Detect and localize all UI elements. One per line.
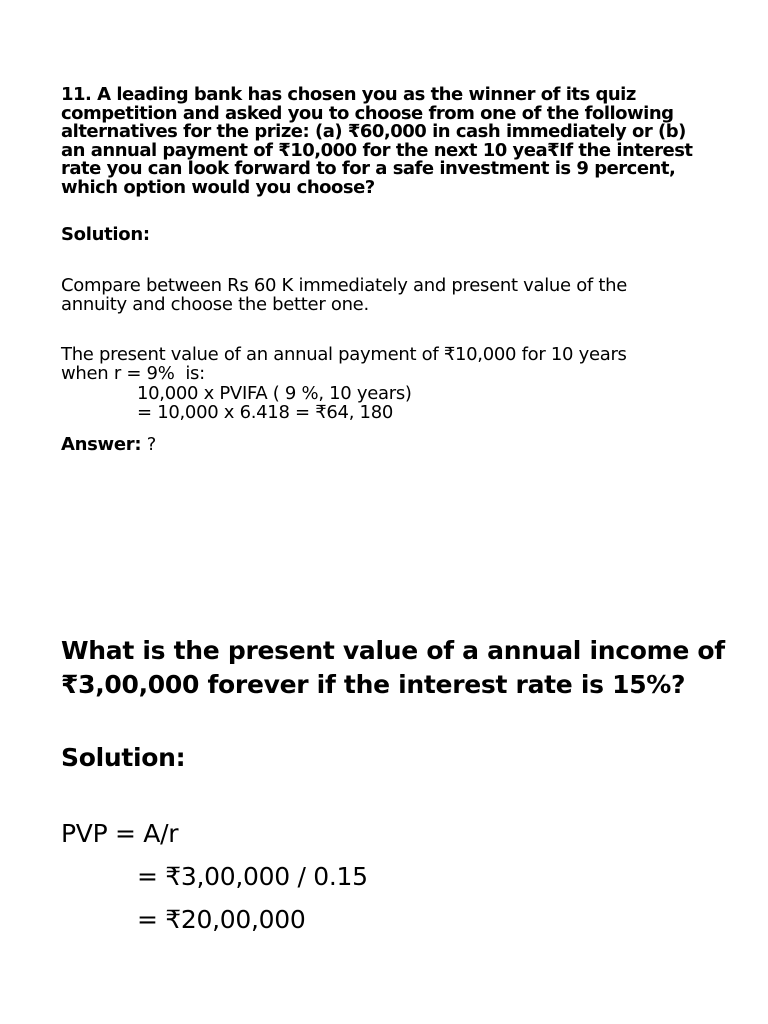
answer-label: Answer:: [61, 434, 142, 455]
problem-2-formula-line-1: PVP = A/r: [61, 819, 179, 848]
problem-1-calc-line-2: = 10,000 x 6.418 = ₹64, 180: [137, 402, 393, 423]
problem-1-pv-intro: [61, 345, 711, 383]
problem-1-calc-line-1: 10,000 x PVIFA ( 9 %, 10 years): [137, 383, 412, 404]
question-line: 11. A leading bank has chosen you as the winner of its quiz: [61, 84, 636, 105]
problem-2-formula-line-3: = ₹20,00,000: [137, 905, 306, 934]
problem-2-solution-label: Solution:: [61, 743, 186, 772]
problem-1-solution-label: Solution:: [61, 224, 150, 245]
question-line: competition and asked you to choose from one of the following: [61, 102, 674, 124]
problem-1-question: [61, 86, 711, 197]
question-line: an annual payment of ₹10,000 for the next 10 yea₹If the interest: [61, 139, 693, 161]
answer-value: ?: [141, 434, 156, 455]
problem-2-formula-line-2: = ₹3,00,000 / 0.15: [137, 862, 368, 891]
question-line: What is the present value of a annual income of: [61, 636, 725, 665]
text-line: The present value of an annual payment of ₹10,000 for 10 years: [61, 344, 627, 365]
problem-1-compare-text: [61, 276, 711, 314]
text-line: when r = 9% is:: [61, 363, 205, 384]
question-line: alternatives for the prize: (a) ₹60,000 in cash immediately or (b): [61, 121, 686, 142]
question-line: rate you can look forward to for a safe investment is 9 percent,: [61, 158, 676, 179]
text-line: annuity and choose the better one.: [61, 294, 369, 315]
text-line: Compare between Rs 60 K immediately and present value of the: [61, 275, 628, 296]
question-line: ₹3,00,000 forever if the interest rate is 15%?: [61, 670, 686, 699]
question-line: which option would you choose?: [61, 176, 375, 198]
problem-2-question: [61, 634, 725, 702]
problem-1-answer: [61, 435, 711, 454]
